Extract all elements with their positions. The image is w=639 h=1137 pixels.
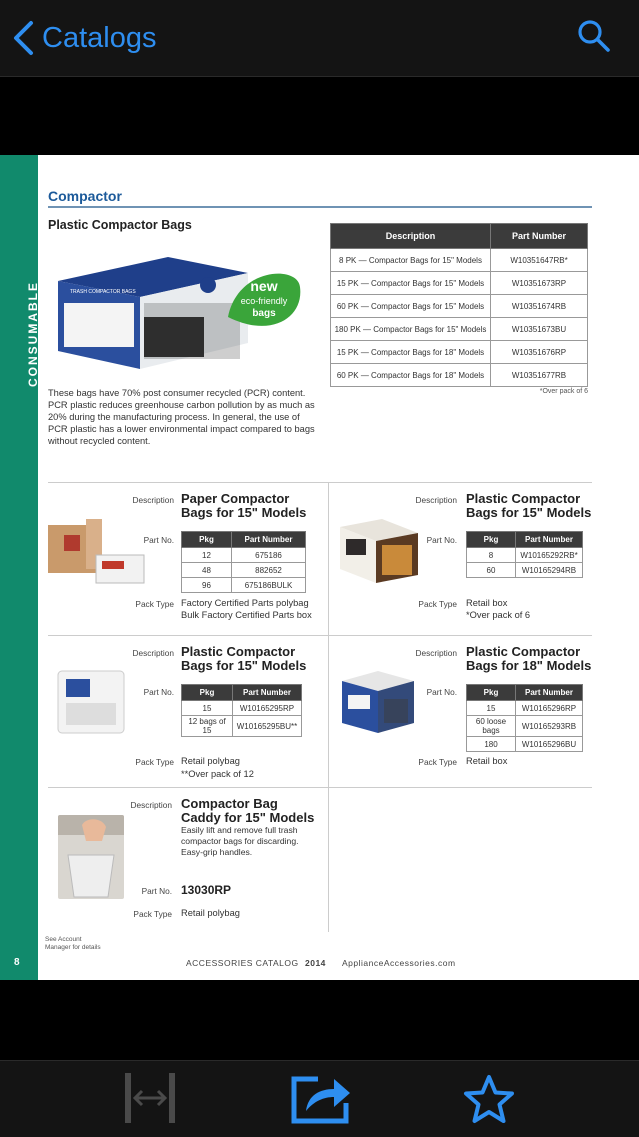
table-cell: 60 bbox=[467, 563, 516, 578]
part-no-label: Part No. bbox=[426, 687, 457, 697]
table-row bbox=[182, 716, 302, 737]
product-title: Plastic Compactor Bags for 15" Models bbox=[466, 491, 592, 520]
pack-type-label: Pack Type bbox=[135, 757, 174, 767]
table-cell: 12 bags of 15 bbox=[182, 716, 233, 737]
category-label: CONSUMABLE bbox=[26, 281, 40, 387]
table-row bbox=[467, 563, 583, 578]
pack-type-value: Retail box bbox=[466, 756, 508, 766]
table-cell: W10351674RB bbox=[491, 295, 588, 318]
table-cell: W10165294RB bbox=[516, 563, 583, 578]
table-cell: W10165296RP bbox=[516, 701, 583, 716]
table-cell: 180 PK — Compactor Bags for 15" Models bbox=[331, 318, 491, 341]
table-header: Part Number bbox=[232, 532, 306, 548]
part-number-value: 13030RP bbox=[181, 883, 232, 897]
product-table bbox=[466, 684, 583, 752]
table-cell: 15 bbox=[467, 701, 516, 716]
page-number: 8 bbox=[14, 957, 20, 968]
badge-new: new bbox=[250, 278, 278, 294]
main-parts-table bbox=[330, 223, 588, 387]
table-row bbox=[182, 701, 302, 716]
main-table-footnote: *Over pack of 6 bbox=[539, 388, 588, 395]
description-label: Description bbox=[132, 495, 174, 505]
table-cell: 180 bbox=[467, 737, 516, 752]
section-divider bbox=[48, 206, 592, 208]
part-no-label: Part No. bbox=[143, 535, 174, 545]
table-cell: 15 PK — Compactor Bags for 18" Models bbox=[331, 341, 491, 364]
table-cell: W10165295BU** bbox=[233, 716, 302, 737]
table-header: Pkg bbox=[467, 532, 516, 548]
share-button[interactable] bbox=[288, 1071, 354, 1132]
box-label: TRASH COMPACTOR BAGS bbox=[70, 289, 136, 295]
table-header-row bbox=[331, 224, 588, 249]
plastic-bags-18-box-image bbox=[338, 667, 418, 737]
pack-type-value: Retail polybag bbox=[181, 756, 240, 766]
table-row bbox=[331, 364, 588, 387]
table-header: Part Number bbox=[491, 224, 588, 249]
product-title: Paper Compactor Bags for 15" Models bbox=[181, 491, 307, 520]
table-cell: 675186BULK bbox=[232, 578, 306, 593]
table-cell: 675186 bbox=[232, 548, 306, 563]
bookmark-button[interactable] bbox=[462, 1073, 516, 1130]
star-icon bbox=[462, 1073, 516, 1125]
description-label: Description bbox=[415, 648, 457, 658]
table-cell: 8 PK — Compactor Bags for 15" Models bbox=[331, 249, 491, 272]
pack-type-value: **Over pack of 12 bbox=[181, 769, 254, 779]
pack-type-value: Factory Certified Parts polybag bbox=[181, 598, 309, 608]
table-row bbox=[467, 737, 583, 752]
table-cell: 8 bbox=[467, 548, 516, 563]
paper-bags-image bbox=[46, 517, 148, 587]
part-no-label: Part No. bbox=[141, 886, 172, 896]
table-header: Pkg bbox=[467, 685, 516, 701]
section-heading: Plastic Compactor Bags bbox=[48, 218, 192, 232]
table-row bbox=[467, 548, 583, 563]
product-table bbox=[181, 531, 306, 593]
table-cell: W10165296BU bbox=[516, 737, 583, 752]
table-cell: 15 PK — Compactor Bags for 15" Models bbox=[331, 272, 491, 295]
table-cell: W10351647RB* bbox=[491, 249, 588, 272]
compactor-bags-box-image bbox=[48, 247, 310, 377]
table-row bbox=[467, 701, 583, 716]
pack-type-label: Pack Type bbox=[135, 599, 174, 609]
table-header-row bbox=[467, 685, 583, 701]
plastic-bags-box-image bbox=[336, 515, 422, 591]
table-cell: 60 PK — Compactor Bags for 18" Models bbox=[331, 364, 491, 387]
share-icon bbox=[288, 1071, 354, 1127]
table-cell: 48 bbox=[182, 563, 232, 578]
plastic-polybag-image bbox=[56, 667, 128, 737]
table-header: Pkg bbox=[182, 685, 233, 701]
table-cell: 12 bbox=[182, 548, 232, 563]
pack-type-value: *Over pack of 6 bbox=[466, 610, 531, 620]
table-header: Part Number bbox=[516, 532, 583, 548]
divider bbox=[328, 482, 329, 932]
table-row bbox=[331, 295, 588, 318]
table-cell: 60 loose bags bbox=[467, 716, 516, 737]
section-title: Compactor bbox=[48, 188, 122, 204]
table-header: Pkg bbox=[182, 532, 232, 548]
footer-note: See Account Manager for details bbox=[45, 936, 101, 951]
back-button[interactable] bbox=[12, 18, 156, 58]
table-cell: W10351673BU bbox=[491, 318, 588, 341]
pack-type-label: Pack Type bbox=[418, 757, 457, 767]
description-label: Description bbox=[415, 495, 457, 505]
product-body: Easily lift and remove full trash compactor bags for discarding. Easy-grip handles. bbox=[181, 825, 299, 857]
table-header-row bbox=[182, 532, 306, 548]
table-cell: W10351673RP bbox=[491, 272, 588, 295]
nav-bar bbox=[0, 0, 639, 77]
fit-width-icon bbox=[122, 1071, 178, 1125]
pack-type-value: Retail polybag bbox=[181, 908, 240, 918]
part-no-label: Part No. bbox=[143, 687, 174, 697]
table-row bbox=[182, 578, 306, 593]
table-row bbox=[331, 249, 588, 272]
badge-eco-friendly: eco-friendly bbox=[240, 296, 288, 306]
product-table bbox=[466, 531, 583, 578]
bottom-toolbar bbox=[0, 1060, 639, 1137]
table-row bbox=[182, 548, 306, 563]
table-cell: 96 bbox=[182, 578, 232, 593]
pack-type-value: Retail box bbox=[466, 598, 508, 608]
product-title: Plastic Compactor Bags for 18" Models bbox=[466, 644, 592, 673]
table-row bbox=[331, 272, 588, 295]
table-cell: W10351676RP bbox=[491, 341, 588, 364]
table-row bbox=[331, 318, 588, 341]
table-cell: 60 PK — Compactor Bags for 15" Models bbox=[331, 295, 491, 318]
divider bbox=[48, 635, 592, 636]
table-header: Description bbox=[331, 224, 491, 249]
footer-catalog: ACCESSORIES CATALOG bbox=[186, 958, 299, 968]
footer-year: 2014 bbox=[305, 958, 326, 968]
description-label: Description bbox=[132, 648, 174, 658]
chevron-left-icon bbox=[12, 20, 34, 56]
table-header-row bbox=[467, 532, 583, 548]
catalog-page[interactable] bbox=[0, 155, 639, 980]
table-cell: W10351677RB bbox=[491, 364, 588, 387]
table-row bbox=[331, 341, 588, 364]
hero-description: These bags have 70% post consumer recycled (PCR) content. PCR plastic reduces greenhouse carbon pollution by as much as 20% during the manufacturing process. In general, the use of PCR plastic has a lower environmental impact compared to bags without recycled content. bbox=[48, 388, 315, 446]
part-no-label: Part No. bbox=[426, 535, 457, 545]
pack-type-value: Bulk Factory Certified Parts box bbox=[181, 610, 312, 620]
table-cell: W10165295RP bbox=[233, 701, 302, 716]
table-header: Part Number bbox=[233, 685, 302, 701]
pack-type-label: Pack Type bbox=[418, 599, 457, 609]
pack-type-label: Pack Type bbox=[133, 909, 172, 919]
footer-site: ApplianceAccessories.com bbox=[342, 958, 456, 968]
back-label: Catalogs bbox=[42, 21, 157, 54]
description-label: Description bbox=[130, 800, 172, 810]
badge-bags: bags bbox=[252, 308, 276, 319]
category-sidebar bbox=[0, 155, 38, 980]
table-header-row bbox=[182, 685, 302, 701]
search-icon bbox=[576, 18, 612, 54]
product-title: Compactor Bag Caddy for 15" Models bbox=[181, 796, 315, 825]
table-row bbox=[467, 716, 583, 737]
search-button[interactable] bbox=[576, 18, 612, 54]
table-cell: W10165293RB bbox=[516, 716, 583, 737]
table-cell: 15 bbox=[182, 701, 233, 716]
divider bbox=[48, 482, 592, 483]
table-row bbox=[182, 563, 306, 578]
fit-width-button[interactable] bbox=[122, 1071, 178, 1130]
product-table bbox=[181, 684, 302, 737]
table-cell: W10165292RB* bbox=[516, 548, 583, 563]
divider bbox=[48, 787, 592, 788]
table-cell: 882652 bbox=[232, 563, 306, 578]
product-title: Plastic Compactor Bags for 15" Models bbox=[181, 644, 307, 673]
table-header: Part Number bbox=[516, 685, 583, 701]
